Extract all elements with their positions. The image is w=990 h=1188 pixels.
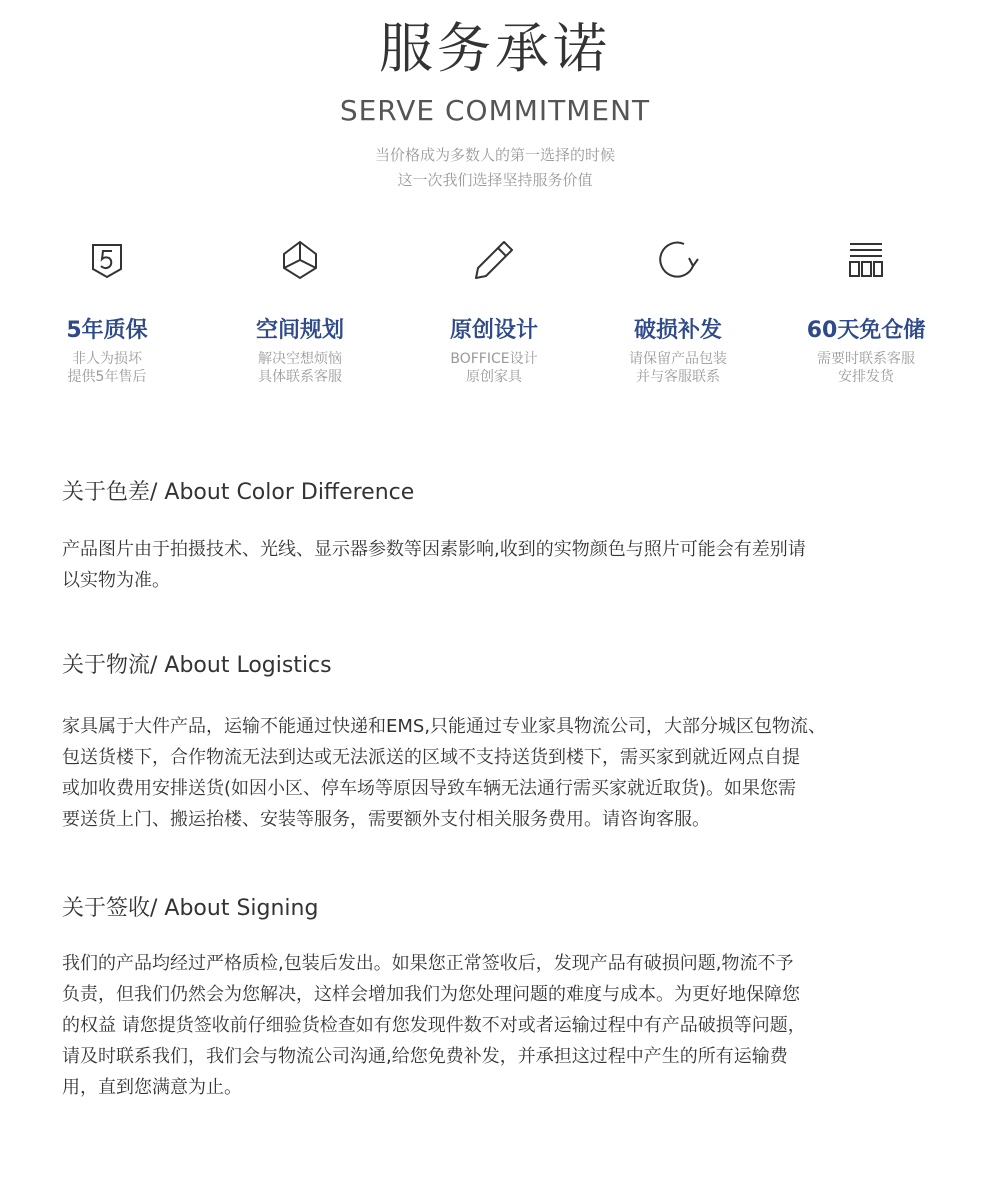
section-title-signing: 关于签收/ About Signing bbox=[62, 896, 319, 921]
feature-space-planning bbox=[210, 236, 390, 386]
page-title: 服务承诺 bbox=[379, 17, 611, 80]
feature-title: 原创设计 bbox=[449, 318, 538, 343]
paragraph-line: 产品图片由于拍摄技术、光线、显示器参数等因素影响,收到的实物颜色与照片可能会有差别请 bbox=[62, 539, 806, 560]
paragraph-line: 或加收费用安排送货(如因小区、停车场等原因导致车辆无法通行需买家就近取货)。如果您需 bbox=[62, 778, 797, 799]
paragraph-line: 负责，但我们仍然会为您解决，这样会增加我们为您处理问题的难度与成本。为更好地保障您 bbox=[62, 984, 800, 1005]
paragraph-line: 家具属于大件产品，运输不能通过快递和EMS,只能通过专业家具物流公司，大部分城区包物流、 bbox=[62, 716, 827, 737]
section-body-color-difference bbox=[62, 534, 922, 596]
feature-title: 5年质保 bbox=[66, 318, 148, 343]
section-title-logistics: 关于物流/ About Logistics bbox=[62, 653, 332, 678]
feature-desc: 安排发货 bbox=[838, 369, 894, 385]
feature-desc: BOFFICE设计 bbox=[450, 351, 538, 367]
paragraph-line: 以实物为准。 bbox=[62, 570, 170, 591]
warehouse-icon bbox=[842, 236, 890, 284]
feature-desc: 原创家具 bbox=[466, 369, 522, 385]
paragraph-line: 要送货上门、搬运抬楼、安装等服务，需要额外支付相关服务费用。请咨询客服。 bbox=[62, 809, 710, 830]
paragraph-line: 用，直到您满意为止。 bbox=[62, 1077, 242, 1098]
feature-desc: 非人为损坏 bbox=[72, 351, 142, 367]
paragraph-line: 包送货楼下，合作物流无法到达或无法派送的区域不支持送货到楼下，需买家到就近网点自提 bbox=[62, 747, 800, 768]
feature-title: 破损补发 bbox=[633, 318, 722, 343]
feature-title: 60天免仓储 bbox=[806, 318, 926, 343]
feature-list bbox=[0, 236, 990, 406]
paragraph-line: 请及时联系我们，我们会与物流公司沟通,给您免费补发，并承担这过程中产生的所有运输费 bbox=[62, 1046, 788, 1067]
page-title-english: SERVE COMMITMENT bbox=[339, 94, 651, 127]
feature-original-design bbox=[404, 236, 584, 386]
pencil-icon bbox=[470, 236, 518, 284]
cube-icon bbox=[276, 236, 324, 284]
section-body-logistics bbox=[62, 711, 922, 835]
feature-free-storage bbox=[776, 236, 956, 386]
feature-desc: 具体联系客服 bbox=[258, 369, 342, 385]
page-subtitle-line-2: 这一次我们选择坚持服务价值 bbox=[397, 171, 593, 189]
section-title-color-difference: 关于色差/ About Color Difference bbox=[62, 480, 415, 505]
refresh-icon bbox=[654, 236, 702, 284]
section-body-signing bbox=[62, 948, 922, 1103]
feature-desc: 解决空想烦恼 bbox=[258, 351, 342, 367]
feature-desc: 提供5年售后 bbox=[67, 369, 147, 385]
feature-warranty bbox=[17, 236, 197, 386]
feature-desc: 并与客服联系 bbox=[636, 369, 720, 385]
feature-desc: 请保留产品包装 bbox=[629, 351, 727, 367]
page-subtitle-line-1: 当价格成为多数人的第一选择的时候 bbox=[374, 146, 615, 164]
feature-desc: 需要时联系客服 bbox=[817, 351, 915, 367]
paragraph-line: 的权益 请您提货签收前仔细验货检查如有您发现件数不对或者运输过程中有产品破损等问题， bbox=[62, 1015, 806, 1036]
feature-damage-replacement bbox=[588, 236, 768, 386]
five-shield-icon bbox=[83, 236, 131, 284]
paragraph-line: 我们的产品均经过严格质检,包装后发出。如果您正常签收后，发现产品有破损问题,物流不予 bbox=[62, 953, 794, 974]
feature-title: 空间规划 bbox=[255, 318, 344, 343]
